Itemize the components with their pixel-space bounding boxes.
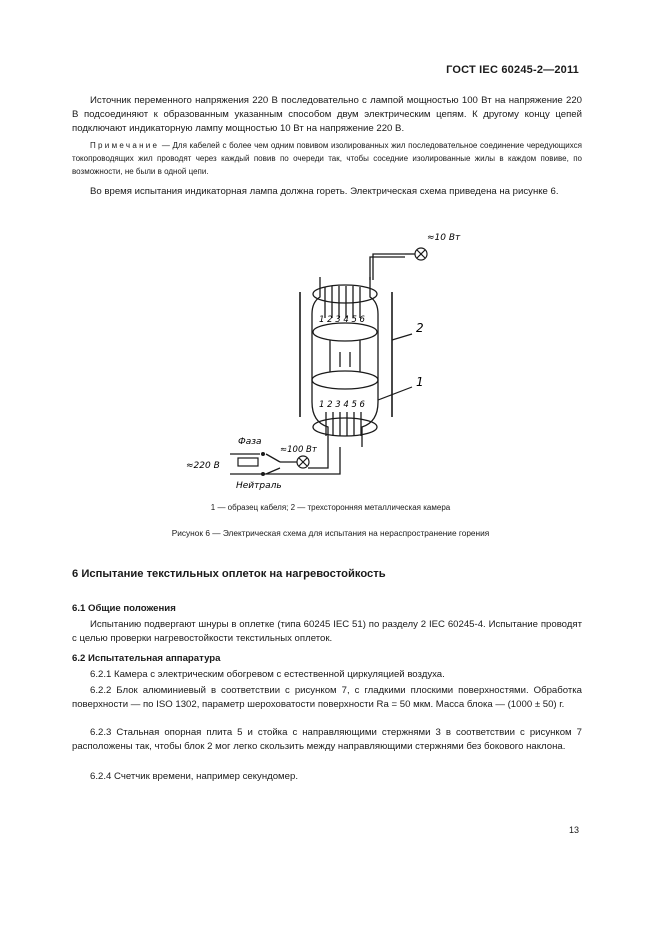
terminal-neutral-icon (261, 472, 265, 476)
intro-paragraph-1: Источник переменного напряжения 220 В последовательно с лампой мощностью 100 Вт на напряжение 220 В подсоединяют к образованным указанным способом двум электрическим цепям. К другому концу цепей подключают индикаторную лампу мощностью 10 Вт на напряжение 220 В. (72, 95, 582, 134)
bottom-ring-lower (313, 418, 377, 436)
section-6-2-3: 6.2.3 Стальная опорная плита 5 и стойка с направляющими стержнями 3 в соответствии с рисунком 7 расположены так, чтобы блок 2 мог легко скользить между направляющими стержнями без бокового наклона. (72, 727, 582, 752)
callout-1: 1 (416, 375, 424, 389)
note-text: — Для кабелей с более чем одним повивом изолированных жил последовательное соединение чередующихся токопроводящих жил проводят через каждый повив по очереди так, чтобы соседние изолированные жилы в каждом повиве, по возможности, не были в одной цепи. (72, 141, 582, 176)
callout-2: 2 (416, 321, 424, 335)
lead-to-indicator (370, 257, 405, 280)
section-6-title: 6 Испытание текстильных оплеток на нагревостойкость (72, 568, 386, 580)
label-phase: Фаза (238, 437, 262, 447)
figure-caption: Рисунок 6 — Электрическая схема для испытания на нераспространение горения (171, 528, 490, 538)
terminal-phase-icon (261, 452, 265, 456)
label-10w: ≈10 Вт (427, 233, 461, 243)
section-6-1-title: 6.1 Общие положения (72, 603, 176, 614)
figure-6-diagram (180, 222, 480, 492)
section-6-2-1: 6.2.1 Камера с электрическим обогревом с естественной циркуляцией воздуха. (90, 669, 445, 680)
callout-1-leader (378, 387, 412, 400)
label-100w: ≈100 Вт (280, 445, 317, 455)
wire-numbers-top: 1 2 3 4 5 6 (319, 315, 365, 325)
lamp-100w-icon (297, 456, 309, 468)
document-header: ГОСТ IEC 60245-2—2011 (446, 64, 579, 76)
callout-2-leader (392, 334, 412, 340)
bottom-ring-upper (312, 371, 378, 389)
section-6-2-4: 6.2.4 Счетчик времени, например секундомер. (90, 771, 298, 782)
page-number: 13 (568, 825, 579, 835)
note-label: Примечание (90, 141, 160, 150)
circuit-svg (180, 222, 480, 492)
section-6-1-text: Испытанию подвергают шнуры в оплетке (типа 60245 IEC 51) по разделу 2 IEC 60245-4. Испытание проводят с целью проверки нагревостойкости текстильных оплеток. (72, 619, 582, 644)
intro-paragraph-2: Во время испытания индикаторная лампа должна гореть. Электрическая схема приведена на рисунке 6. (90, 186, 559, 197)
label-neutral: Нейтраль (236, 481, 282, 491)
lamp-10w-icon (415, 248, 427, 260)
label-220v: ≈220 В (186, 461, 220, 471)
section-6-2-title: 6.2 Испытательная аппаратура (72, 653, 221, 664)
fuse-icon (238, 458, 258, 466)
wire-numbers-bottom: 1 2 3 4 5 6 (319, 400, 365, 410)
figure-legend: 1 — образец кабеля; 2 — трехсторонняя металлическая камера (210, 503, 451, 512)
section-6-2-2: 6.2.2 Блок алюминиевый в соответствии с рисунком 7, с гладкими плоскими поверхностями. Обработка поверхности — по ISO 1302, параметр шероховатости поверхности Ra = 50 мкм. Масса блока — (1000 ± 50) г. (72, 685, 582, 710)
top-ring-upper (313, 285, 377, 303)
top-ring-lower (313, 323, 377, 341)
note-paragraph (72, 139, 582, 178)
